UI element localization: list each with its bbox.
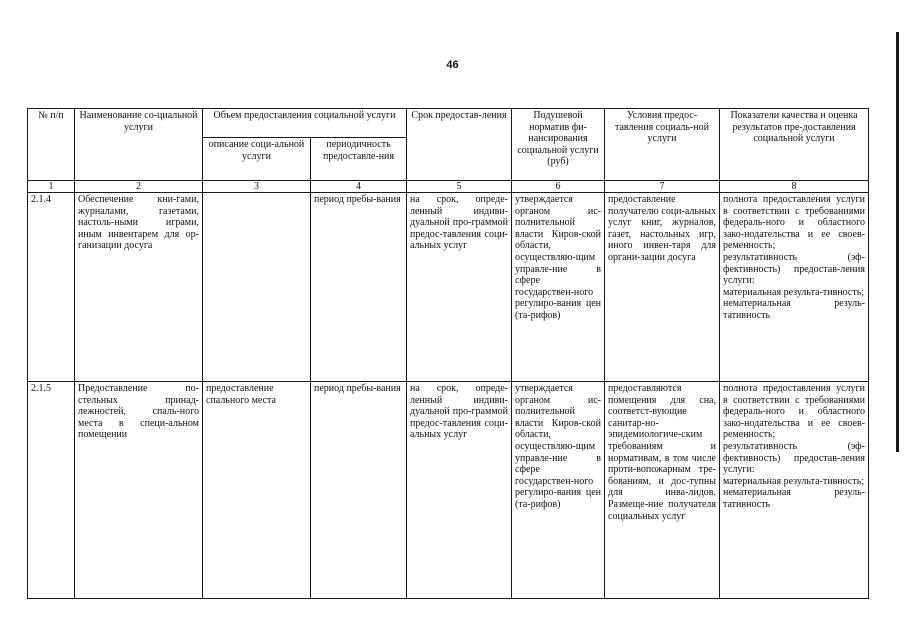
header-term: Срок предостав-ления xyxy=(407,109,512,181)
service-term: на срок, опреде-ленный индиви-дуальной про-граммой предос-тавления соци-альных услуг xyxy=(407,382,512,599)
service-periodicity: период пребы-вания xyxy=(311,193,407,382)
service-description: предоставление спального места xyxy=(203,382,311,599)
header-quality: Показатели качества и оценка результатов пре-доставления социальной услуги xyxy=(720,109,869,181)
service-conditions: предоставляются помещения для сна, соответст-вующие санитар-но-эпидемиологиче-ским требованиям и нормативам, в том числе проти-вопожарным тре-бованиям, и дос-тупны для инва-лидов. Размеще-ние получателя социальных услуг xyxy=(605,382,720,599)
service-name: Обеспечение кни-гами, журналами, газетами, настоль-ными играми, иным инвентарем для ор-ганизации досуга xyxy=(75,193,203,382)
row-number: 2.1.4 xyxy=(28,193,75,382)
header-description: описание соци-альной услуги xyxy=(203,138,311,181)
quality-item: полнота предоставления услуги в соответствии с требованиями федераль-ного и областного зако-нодательства и ее своев-ременность; xyxy=(723,383,865,441)
column-number: 6 xyxy=(512,181,605,193)
header-service-name: Наименование со-циальной услуги xyxy=(75,109,203,181)
quality-item: нематериальная резуль-тативность xyxy=(723,487,865,510)
quality-item: нематериальная резуль-тативность xyxy=(723,298,865,321)
quality-item: материальная результа-тивность; xyxy=(723,475,865,487)
quality-item: полнота предоставления услуги в соответствии с требованиями федераль-ного и областного зако-нодательства и ее своев-ременность; xyxy=(723,194,865,252)
quality-item: результативность (эф-фективность) предостав-ления услуги: xyxy=(723,440,865,476)
row-number: 2.1.5 xyxy=(28,382,75,599)
column-number: 8 xyxy=(720,181,869,193)
header-norm: Подушевой норматив фи-нансирования социальной услуги (руб) xyxy=(512,109,605,181)
scan-edge-mark xyxy=(896,32,899,452)
service-name: Предоставление по-стельных принад-лежностей, спаль-ного места в специ-альном помещении xyxy=(75,382,203,599)
header-row xyxy=(28,109,869,138)
service-quality xyxy=(720,193,869,382)
column-number: 7 xyxy=(605,181,720,193)
page-number: 46 xyxy=(446,59,459,71)
table-row xyxy=(28,382,869,599)
service-periodicity: период пребы-вания xyxy=(311,382,407,599)
service-term: на срок, опреде-ленный индиви-дуальной про-граммой предос-тавления соци-альных услуг xyxy=(407,193,512,382)
header-periodicity: периодичность предоставле-ния xyxy=(311,138,407,181)
service-conditions: предоставление получателю соци-альных услуг книг, журналов, газет, настольных игр, иного инвен-таря для органи-зации досуга xyxy=(605,193,720,382)
quality-item: результативность (эф-фективность) предостав-ления услуги: xyxy=(723,251,865,287)
header-number: № п/п xyxy=(28,109,75,181)
column-number: 1 xyxy=(28,181,75,193)
social-services-table xyxy=(27,108,869,599)
service-norm: утверждается органом ис-полнительной власти Киров-ской области, осуществляю-щим управле-ние в сфере государствен-ного регулиро-вания цен (та-рифов) xyxy=(512,193,605,382)
header-volume-group: Объем предоставления социальной услуги xyxy=(203,109,407,138)
column-number: 5 xyxy=(407,181,512,193)
service-description xyxy=(203,193,311,382)
column-number: 3 xyxy=(203,181,311,193)
quality-item: материальная результа-тивность; xyxy=(723,286,865,298)
service-quality xyxy=(720,382,869,599)
column-number-row xyxy=(28,181,869,193)
service-norm: утверждается органом ис-полнительной власти Киров-ской области, осуществляю-щим управле-ние в сфере государствен-ного регулиро-вания цен (та-рифов) xyxy=(512,382,605,599)
column-number: 2 xyxy=(75,181,203,193)
header-conditions: Условия предос-тавления социаль-ной услуги xyxy=(605,109,720,181)
table-row xyxy=(28,193,869,382)
column-number: 4 xyxy=(311,181,407,193)
